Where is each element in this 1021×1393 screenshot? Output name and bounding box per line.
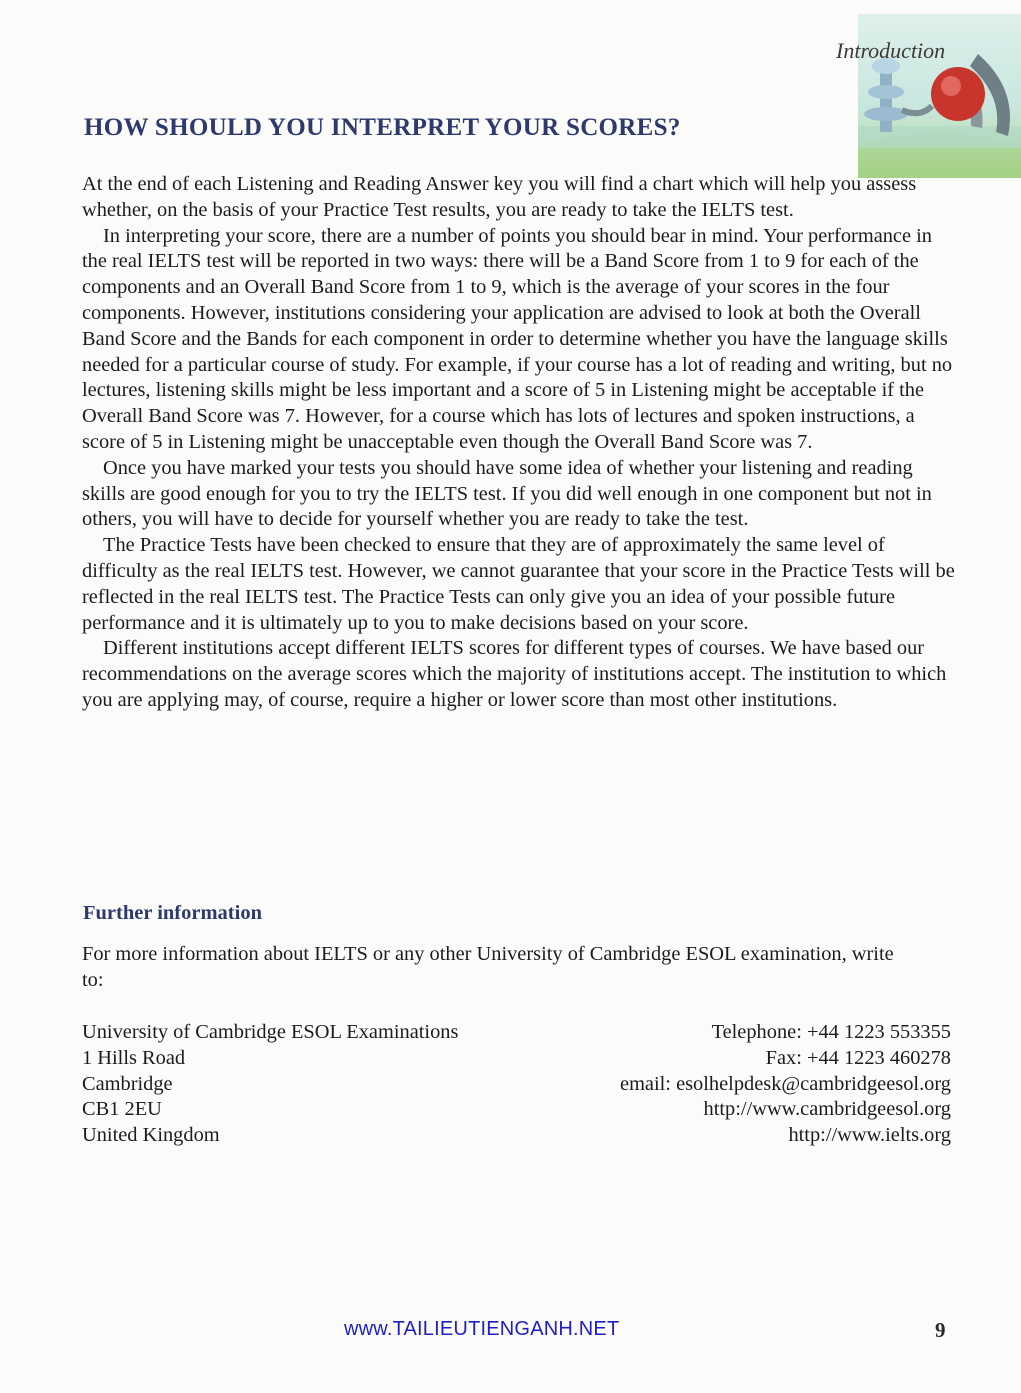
website-link[interactable]: http://www.ielts.org xyxy=(788,1124,951,1147)
fax: Fax: +44 1223 460278 xyxy=(765,1046,951,1069)
page-number: 9 xyxy=(935,1318,946,1342)
contact-details xyxy=(620,1020,951,1149)
paragraph: Once you have marked your tests you should have some idea of whether your listening and reading skills are good enough for you to try the IELTS test. If you did well enough in one component but not in others, you will have to decide for yourself whether you are ready to take the test. xyxy=(82,456,932,531)
section-label: Introduction xyxy=(836,38,946,63)
paragraph: Different institutions accept different IELTS scores for different types of courses. We have based our recommendations on the average scores which the majority of institutions accept. The institution to which you are applying may, of course, require a higher or lower score than most other institutions. xyxy=(82,637,947,711)
page-title: HOW SHOULD YOU INTERPRET YOUR SCORES? xyxy=(84,114,681,141)
address-line: Cambridge xyxy=(82,1072,173,1095)
further-information-heading: Further information xyxy=(83,902,262,924)
further-information-text: For more information about IELTS or any other University of Cambridge ESOL examination, write to: xyxy=(82,943,894,991)
postal-address xyxy=(82,1020,458,1149)
website-link[interactable]: http://www.cambridgeesol.org xyxy=(703,1098,951,1121)
address-line: CB1 2EU xyxy=(82,1098,162,1121)
address-line: 1 Hills Road xyxy=(82,1046,186,1069)
paragraph: At the end of each Listening and Reading Answer key you will find a chart which will help you assess whether, on the basis of your Practice Test results, you are ready to take the IELTS test. xyxy=(82,173,917,221)
email[interactable]: email: esolhelpdesk@cambridgeesol.org xyxy=(620,1072,951,1095)
main-body xyxy=(82,172,957,714)
address-line: United Kingdom xyxy=(82,1124,220,1147)
telephone: Telephone: +44 1223 553355 xyxy=(711,1021,951,1043)
footer-link[interactable]: www.TAILIEUTIENGANH.NET xyxy=(344,1318,620,1340)
address-line: University of Cambridge ESOL Examinations xyxy=(82,1021,459,1043)
paragraph: In interpreting your score, there are a number of points you should bear in mind. Your performance in the real IELTS test will be reported in two ways: there will be a Band Score from 1 to 9 for each of the components and an Overall Band Score from 1 to 9, which is the average of your scores in the four components. However, institutions considering your application are advised to look at both the Overall Band Score and the Bands for each component in order to determine whether you have the language skills needed for a particular course of study. For example, if your course has a lot of reading and writing, but no lectures, listening skills might be less important and a score of 5 in Listening might be acceptable if the Overall Band Score was 7. However, for a course which has lots of lectures and spoken instructions, a score of 5 in Listening might be unacceptable even though the Overall Band Score was 7. xyxy=(82,224,953,453)
paragraph: The Practice Tests have been checked to ensure that they are of approximately the same level of difficulty as the real IELTS test. However, we cannot guarantee that your score in the Practice Tests will be reflected in the real IELTS test. The Practice Tests can only give you an idea of your possible future performance and it is ultimately up to you to make decisions based on your score. xyxy=(82,534,955,634)
